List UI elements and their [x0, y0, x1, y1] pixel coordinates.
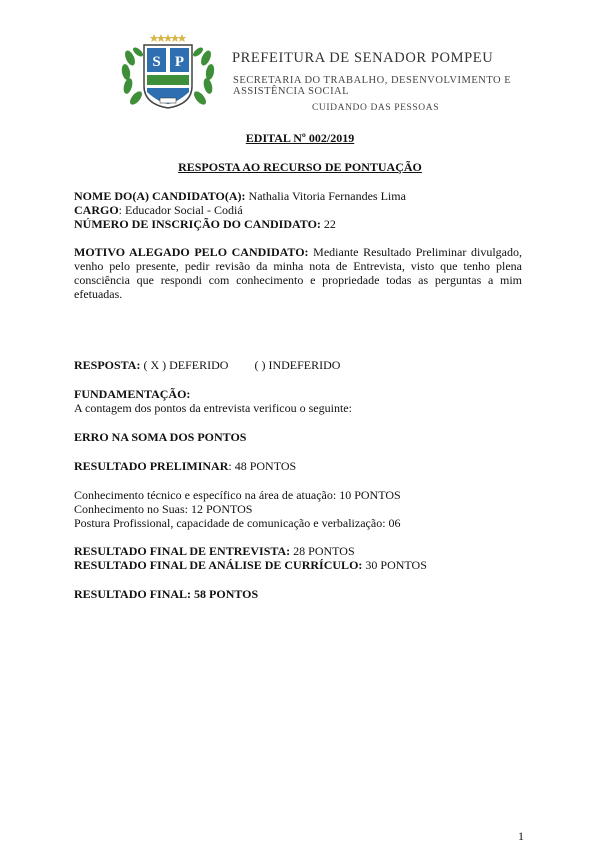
final-cv-value: 30 PONTOS: [362, 558, 427, 572]
logo-letter-s: S: [152, 54, 161, 70]
municipal-coat-of-arms-logo: [116, 28, 220, 110]
logo-letter-p: P: [174, 54, 185, 70]
justification-heading: [74, 387, 190, 401]
final-cv-result: [74, 558, 427, 572]
justification-label: FUNDAMENTAÇÃO:: [74, 387, 191, 401]
department-line-1: SECRETARIA DO TRABALHO, DESENVOLVIMENTO E: [233, 75, 512, 86]
criteria-item: Conhecimento técnico e específico na área de atuação: 10 PONTOS: [74, 488, 401, 502]
error-heading-text: ERRO NA SOMA DOS PONTOS: [74, 430, 247, 444]
final-interview-result: [74, 544, 355, 558]
document-subtitle: RESPOSTA AO RECURSO DE PONTUAÇÃO: [178, 160, 422, 174]
preliminary-result: [74, 459, 296, 473]
candidate-role: [74, 203, 243, 217]
final-label: RESULTADO FINAL:: [74, 587, 192, 601]
candidate-registration: [74, 217, 336, 231]
response-deferred: ( X ) DEFERIDO: [140, 358, 229, 372]
response-line: [74, 358, 340, 372]
motive-label: MOTIVO ALEGADO PELO CANDIDATO:: [74, 245, 309, 259]
final-result: [74, 587, 258, 601]
candidate-name-value: Nathalia Vitoria Fernandes Lima: [245, 189, 406, 203]
final-value: 58 PONTOS: [191, 587, 259, 601]
preliminary-label: RESULTADO PRELIMINAR: [74, 459, 229, 473]
registration-label: NÚMERO DE INSCRIÇÃO DO CANDIDATO:: [74, 217, 321, 231]
response-label: RESPOSTA:: [74, 358, 141, 372]
department-line-2: ASSISTÊNCIA SOCIAL: [233, 86, 350, 97]
final-cv-label: RESULTADO FINAL DE ANÁLISE DE CURRÍCULO:: [74, 558, 363, 572]
final-interview-label: RESULTADO FINAL DE ENTREVISTA:: [74, 544, 291, 558]
criteria-item: Conhecimento no Suas: 12 PONTOS: [74, 502, 253, 516]
motto: CUIDANDO DAS PESSOAS: [312, 103, 440, 113]
justification-text: A contagem dos pontos da entrevista verificou o seguinte:: [74, 401, 352, 415]
motive-text: Mediante Resultado Preliminar divulgado, venho pelo presente, pedir revisão da minha nota de Entrevista, visto que tenho plena consciência que respondi com conhecimento e propriedade todas as perguntas a mim efetuadas.: [74, 245, 522, 301]
appeal-motive: [74, 245, 522, 301]
laurel-left-icon: [121, 46, 145, 107]
final-interview-value: 28 PONTOS: [290, 544, 355, 558]
candidate-name-label: NOME DO(A) CANDIDATO(A):: [74, 189, 246, 203]
stars-icon: [150, 34, 187, 42]
criteria-item: Postura Profissional, capacidade de comunicação e verbalização: 06: [74, 516, 401, 530]
error-heading: [74, 430, 246, 444]
laurel-right-icon: [191, 46, 215, 107]
page-number: 1: [518, 829, 524, 843]
registration-value: 22: [320, 217, 336, 231]
response-rejected: ( ) INDEFERIDO: [254, 358, 341, 372]
candidate-name: [74, 189, 406, 203]
edital-title: EDITAL Nº 002/2019: [245, 131, 355, 145]
org-name: PREFEITURA DE SENADOR POMPEU: [232, 50, 494, 66]
preliminary-value: : 48 PONTOS: [228, 459, 297, 473]
candidate-role-label: CARGO: [74, 203, 119, 217]
department-name: [233, 75, 511, 97]
candidate-role-value: : Educador Social - Codiá: [118, 203, 243, 217]
header-block: [232, 50, 511, 113]
